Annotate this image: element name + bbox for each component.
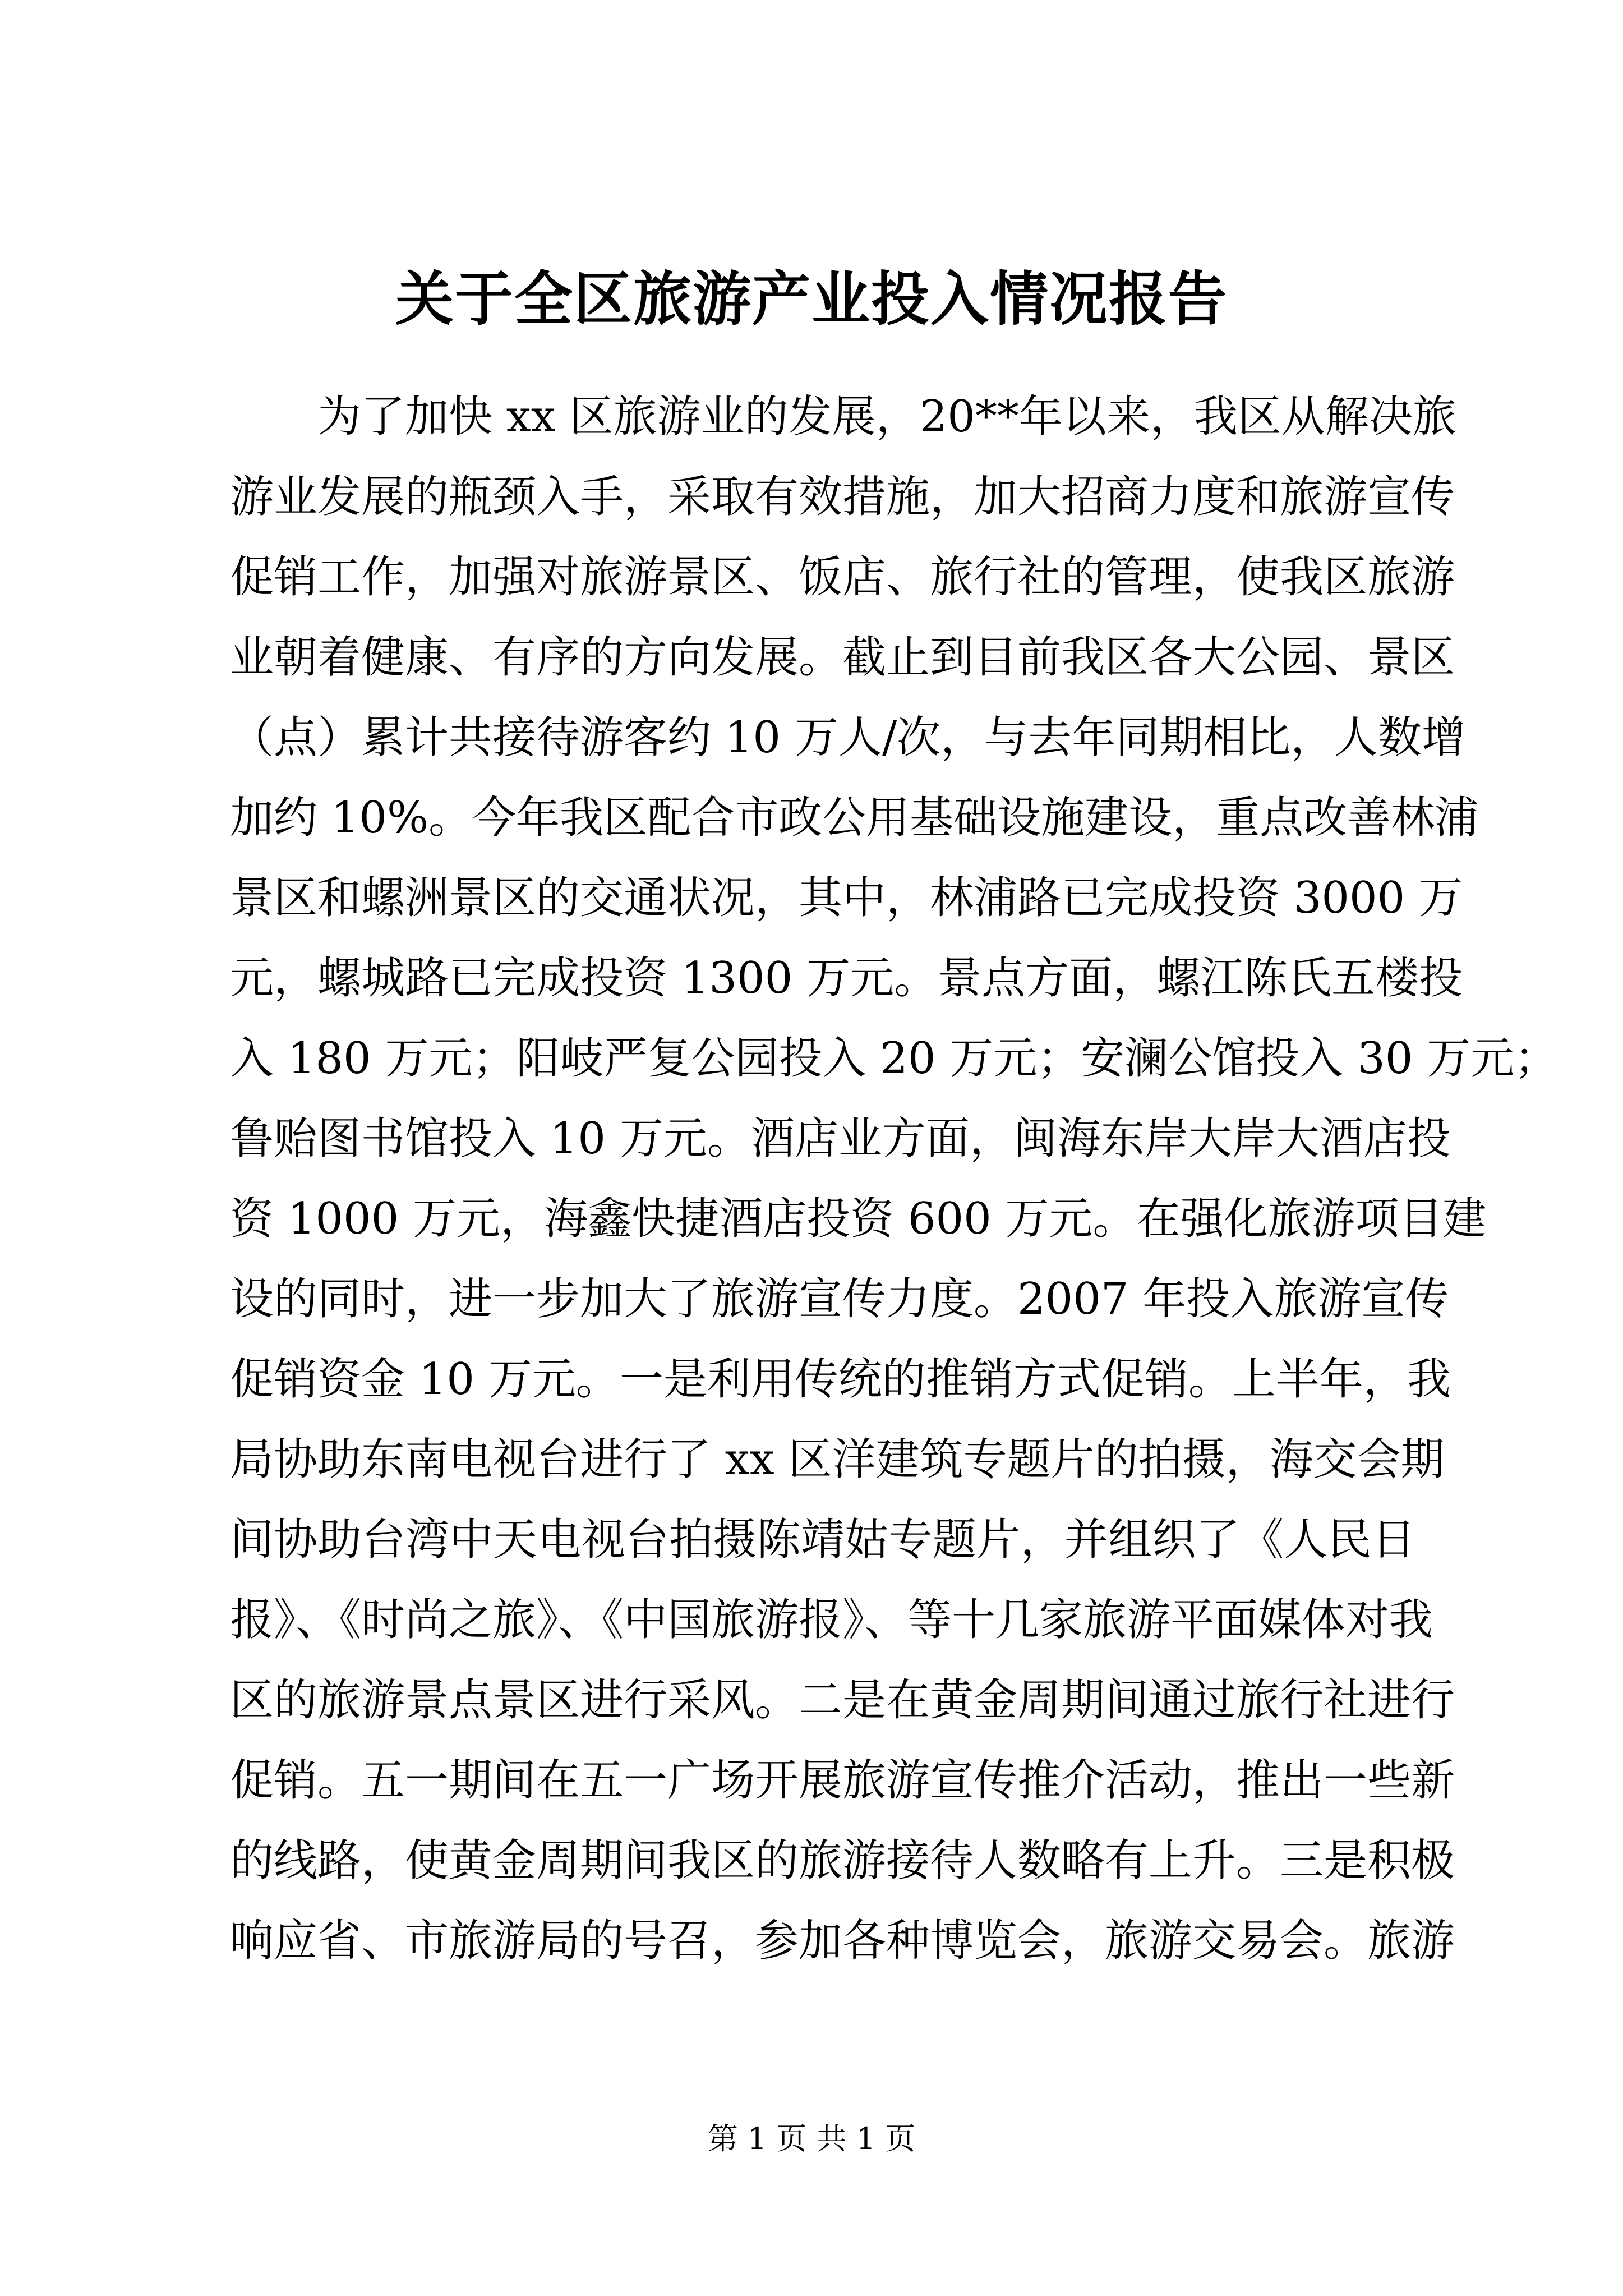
body-line: 游业发展的瓶颈入手，采取有效措施，加大招商力度和旅游宣传 <box>230 472 1455 522</box>
body-line: 局协助东南电视台进行了 xx 区洋建筑专题片的拍摄，海交会期 <box>230 1434 1445 1485</box>
body-line: 促销资金 10 万元。一是利用传统的推销方式促销。上半年，我 <box>230 1354 1451 1405</box>
body-line: 业朝着健康、有序的方向发展。截止到目前我区各大公园、景区 <box>230 632 1455 683</box>
body-line: 区的旅游景点景区进行采风。二是在黄金周期间通过旅行社进行 <box>230 1675 1455 1726</box>
body-line: 促销。五一期间在五一广场开展旅游宣传推介活动，推出一些新 <box>230 1755 1455 1806</box>
body-line: 促销工作，加强对旅游景区、饭店、旅行社的管理，使我区旅游 <box>230 552 1455 602</box>
body-line: 元，螺城路已完成投资 1300 万元。景点方面，螺江陈氏五楼投 <box>230 953 1463 1004</box>
body-line: 景区和螺洲景区的交通状况，其中，林浦路已完成投资 3000 万 <box>230 873 1463 923</box>
body-line: 鲁贻图书馆投入 10 万元。酒店业方面，闽海东岸大岸大酒店投 <box>230 1114 1451 1164</box>
body-line: 资 1000 万元，海鑫快捷酒店投资 600 万元。在强化旅游项目建 <box>230 1194 1487 1244</box>
document-title: 关于全区旅游产业投入情况报告 <box>395 264 1228 333</box>
body-line: 设的同时，进一步加大了旅游宣传力度。2007 年投入旅游宣传 <box>230 1274 1449 1324</box>
body-line: 为了加快 xx 区旅游业的发展，20**年以来，我区从解决旅 <box>317 392 1456 442</box>
body-line: （点）累计共接待游客约 10 万人/次，与去年同期相比，人数增 <box>230 712 1466 763</box>
body-line: 响应省、市旅游局的号召，参加各种博览会，旅游交易会。旅游 <box>230 1916 1455 1966</box>
body-line: 的线路，使黄金周期间我区的旅游接待人数略有上升。三是积极 <box>230 1835 1455 1886</box>
body-line: 间协助台湾中天电视台拍摄陈靖姑专题片，并组织了《人民日 <box>230 1515 1415 1565</box>
body-line: 入 180 万元；阳岐严复公园投入 20 万元；安澜公馆投入 30 万元； <box>230 1033 1559 1084</box>
body-line: 加约 10%。今年我区配合市政公用基础设施建设，重点改善林浦 <box>230 793 1479 843</box>
page-footer: 第 1 页 共 1 页 <box>707 2121 916 2156</box>
body-line: 报》、《时尚之旅》、《中国旅游报》、等十几家旅游平面媒体对我 <box>230 1595 1433 1645</box>
document-body <box>230 377 1559 2037</box>
